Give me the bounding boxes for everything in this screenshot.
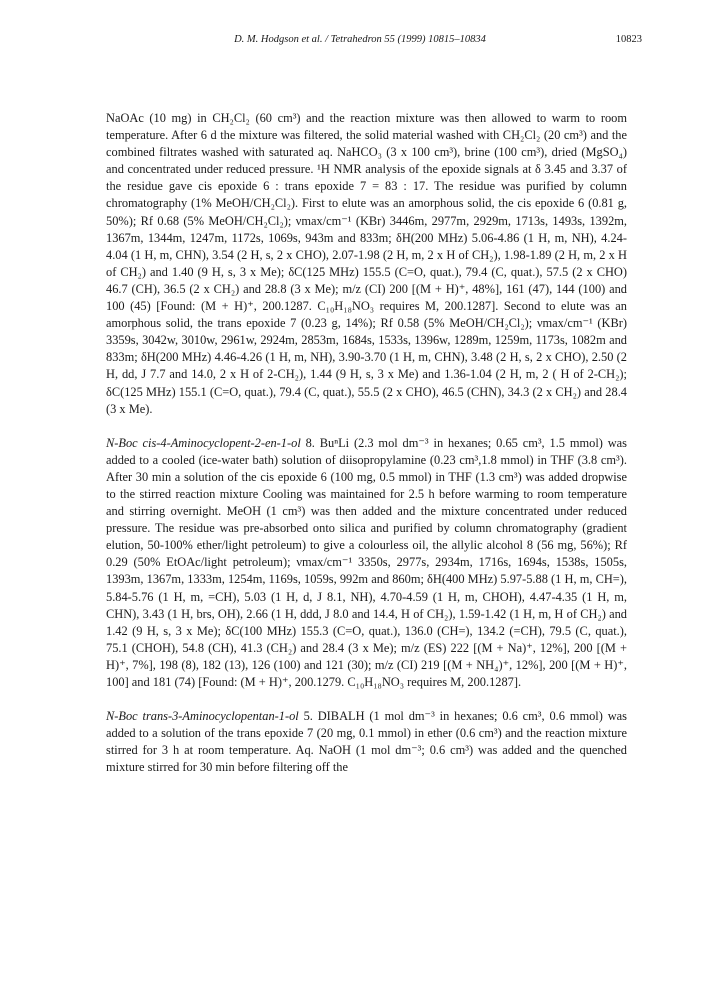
paragraph-epoxide-separation xyxy=(106,110,627,418)
page-number: 10823 xyxy=(615,34,642,45)
paragraph-text: 5. DIBALH (1 mol dm⁻³ in hexanes; 0.6 cm³, 0.6 mmol) was added to a solution of the trans epoxide 7 (20 mg, 0.1 mmol) in ether (0.6 cm³) and the reaction mixture stirred for 3 h at room temperature. Aq. NaOH (1 mol dm⁻³; 0.6 cm³) was added and the quenched mixture stirred for 30 min before filtering off the xyxy=(106,709,627,775)
paragraph-lead: N-Boc trans-3-Aminocyclopentan-1-ol xyxy=(106,709,299,724)
paragraph-aminocyclopentanol xyxy=(106,708,627,776)
running-header xyxy=(0,34,720,50)
paragraph-allylic-alcohol xyxy=(106,435,627,691)
running-head: D. M. Hodgson et al. / Tetrahedron 55 (1999) 10815–10834 xyxy=(234,34,486,45)
paragraph-text: NaOAc (10 mg) in CH₂Cl₂ (60 cm³) and the reaction mixture was then allowed to warm to room temperature. After 6 d the mixture was filtered, the solid material washed with CH₂Cl₂ (20 cm³) and the combined filtrates washed with saturated aq. NaHCO₃ (3 x 100 cm³), brine (100 cm³), dried (MgSO₄) and concentrated under reduced pressure. ¹H NMR analysis of the epoxide signals at δ 3.45 and 3.37 of the residue gave cis epoxide 6 : trans epoxide 7 = 83 : 17. The residue was purified by column chromatography (1% MeOH/CH₂Cl₂). First to elute was an amorphous solid, the cis epoxide 6 (0.81 g, 50%); Rf 0.68 (5% MeOH/CH₂Cl₂); νmax/cm⁻¹ (KBr) 3446m, 2977m, 2929m, 1713s, 1493s, 1392m, 1367m, 1344m, 1247m, 1172s, 1069s, 943m and 833m; δH(200 MHz) 5.06-4.86 (1 H, m, NH), 4.24-4.04 (1 H, m, CHN), 3.54 (2 H, s, 2 x CHO), 2.07-1.98 (2 H, m, 2 x H of CH₂), 1.98-1.89 (2 H, m, 2 x H of CH₂) and 1.40 (9 H, s, 3 x Me); δC(125 MHz) 155.5 (C=O, quat.), 79.4 (C, quat.), 57.5 (2 x CHO) 46.7 (CH), 36.5 (2 x CH₂) and 28.8 (3 x Me); m/z (CI) 200 [(M + H)⁺, 48%], 161 (47), 144 (100) and 100 (45) [Found: (M + H)⁺, 200.1287. C₁₀H₁₈NO₃ requires M, 200.1287]. Second to elute was an amorphous solid, the trans epoxide 7 (0.23 g, 14%); Rf 0.58 (5% MeOH/CH₂Cl₂); νmax/cm⁻¹ (KBr) 3359s, 3042w, 3010w, 2961w, 2924m, 2853m, 1684s, 1533s, 1396w, 1289m, 1259m, 1173s, 1082m and 833m; δH(200 MHz) 4.46-4.26 (1 H, m, NH), 3.90-3.70 (1 H, m, CHN), 3.48 (2 H, s, 2 x CHO), 2.50 (2 H, dd, J 7.7 and 14.0, 2 x H of 2-CH₂), 1.44 (9 H, s, 3 x Me) and 1.36-1.04 (2 H, m, 2 ( H of 2-CH₂); δC(125 MHz) 155.1 (C=O, quat.), 79.4 (C, quat.), 55.5 (2 x CHO), 46.5 (CHN), 34.3 (2 x CH₂) and 28.4 (3 x Me). xyxy=(106,111,627,416)
paragraph-text: 8. BuⁿLi (2.3 mol dm⁻³ in hexanes; 0.65 cm³, 1.5 mmol) was added to a cooled (ice-water bath) solution of diisopropylamine (0.23 cm³,1.8 mmol) in THF (3.8 cm³). After 30 min a solution of the cis epoxide 6 (100 mg, 0.5 mmol) in THF (1.3 cm³) was added dropwise to the stirred reaction mixture Cooling was maintained for 2.5 h before warming to room temperature and stirring overnight. MeOH (1 cm³) was then added and the mixture concentrated under reduced pressure. The residue was pre-absorbed onto silica and purified by column chromatography (gradient elution, 50-100% ether/light petroleum) to give a colourless oil, the allylic alcohol 8 (56 mg, 56%); Rf 0.29 (50% EtOAc/light petroleum); νmax/cm⁻¹ 3350s, 2977s, 2934m, 1716s, 1694s, 1538s, 1505s, 1393m, 1367m, 1333m, 1254m, 1169s, 1059s, 992m and 860m; δH(400 MHz) 5.97-5.88 (1 H, m, CH=), 5.84-5.76 (1 H, m, =CH), 5.03 (1 H, d, J 8.1, NH), 4.70-4.59 (1 H, m, CHOH), 4.47-4.35 (1 H, m, CHN), 3.43 (1 H, brs, OH), 2.66 (1 H, ddd, J 8.0 and 14.4, H of CH₂), 1.59-1.42 (1 H, m, H of CH₂) and 1.42 (9 H, s, 3 x Me); δC(100 MHz) 155.3 (C=O, quat.), 136.0 (CH=), 134.2 (=CH), 79.5 (C, quat.), 75.1 (CHOH), 54.8 (CH), 41.3 (CH₂) and 28.4 (3 x Me); m/z (ES) 222 [(M + Na)⁺, 12%], 200 [(M + H)⁺, 7%], 198 (8), 182 (13), 126 (100) and 121 (30); m/z (CI) 219 [(M + NH₄)⁺, 12%], 200 [(M + H)⁺, 100] and 181 (74) [Found: (M + H)⁺, 200.1279. C₁₀H₁₈NO₃ requires M, 200.1287]. xyxy=(106,435,627,689)
article-body xyxy=(106,110,627,776)
paragraph-lead: N-Boc cis-4-Aminocyclopent-2-en-1-ol xyxy=(106,435,301,450)
